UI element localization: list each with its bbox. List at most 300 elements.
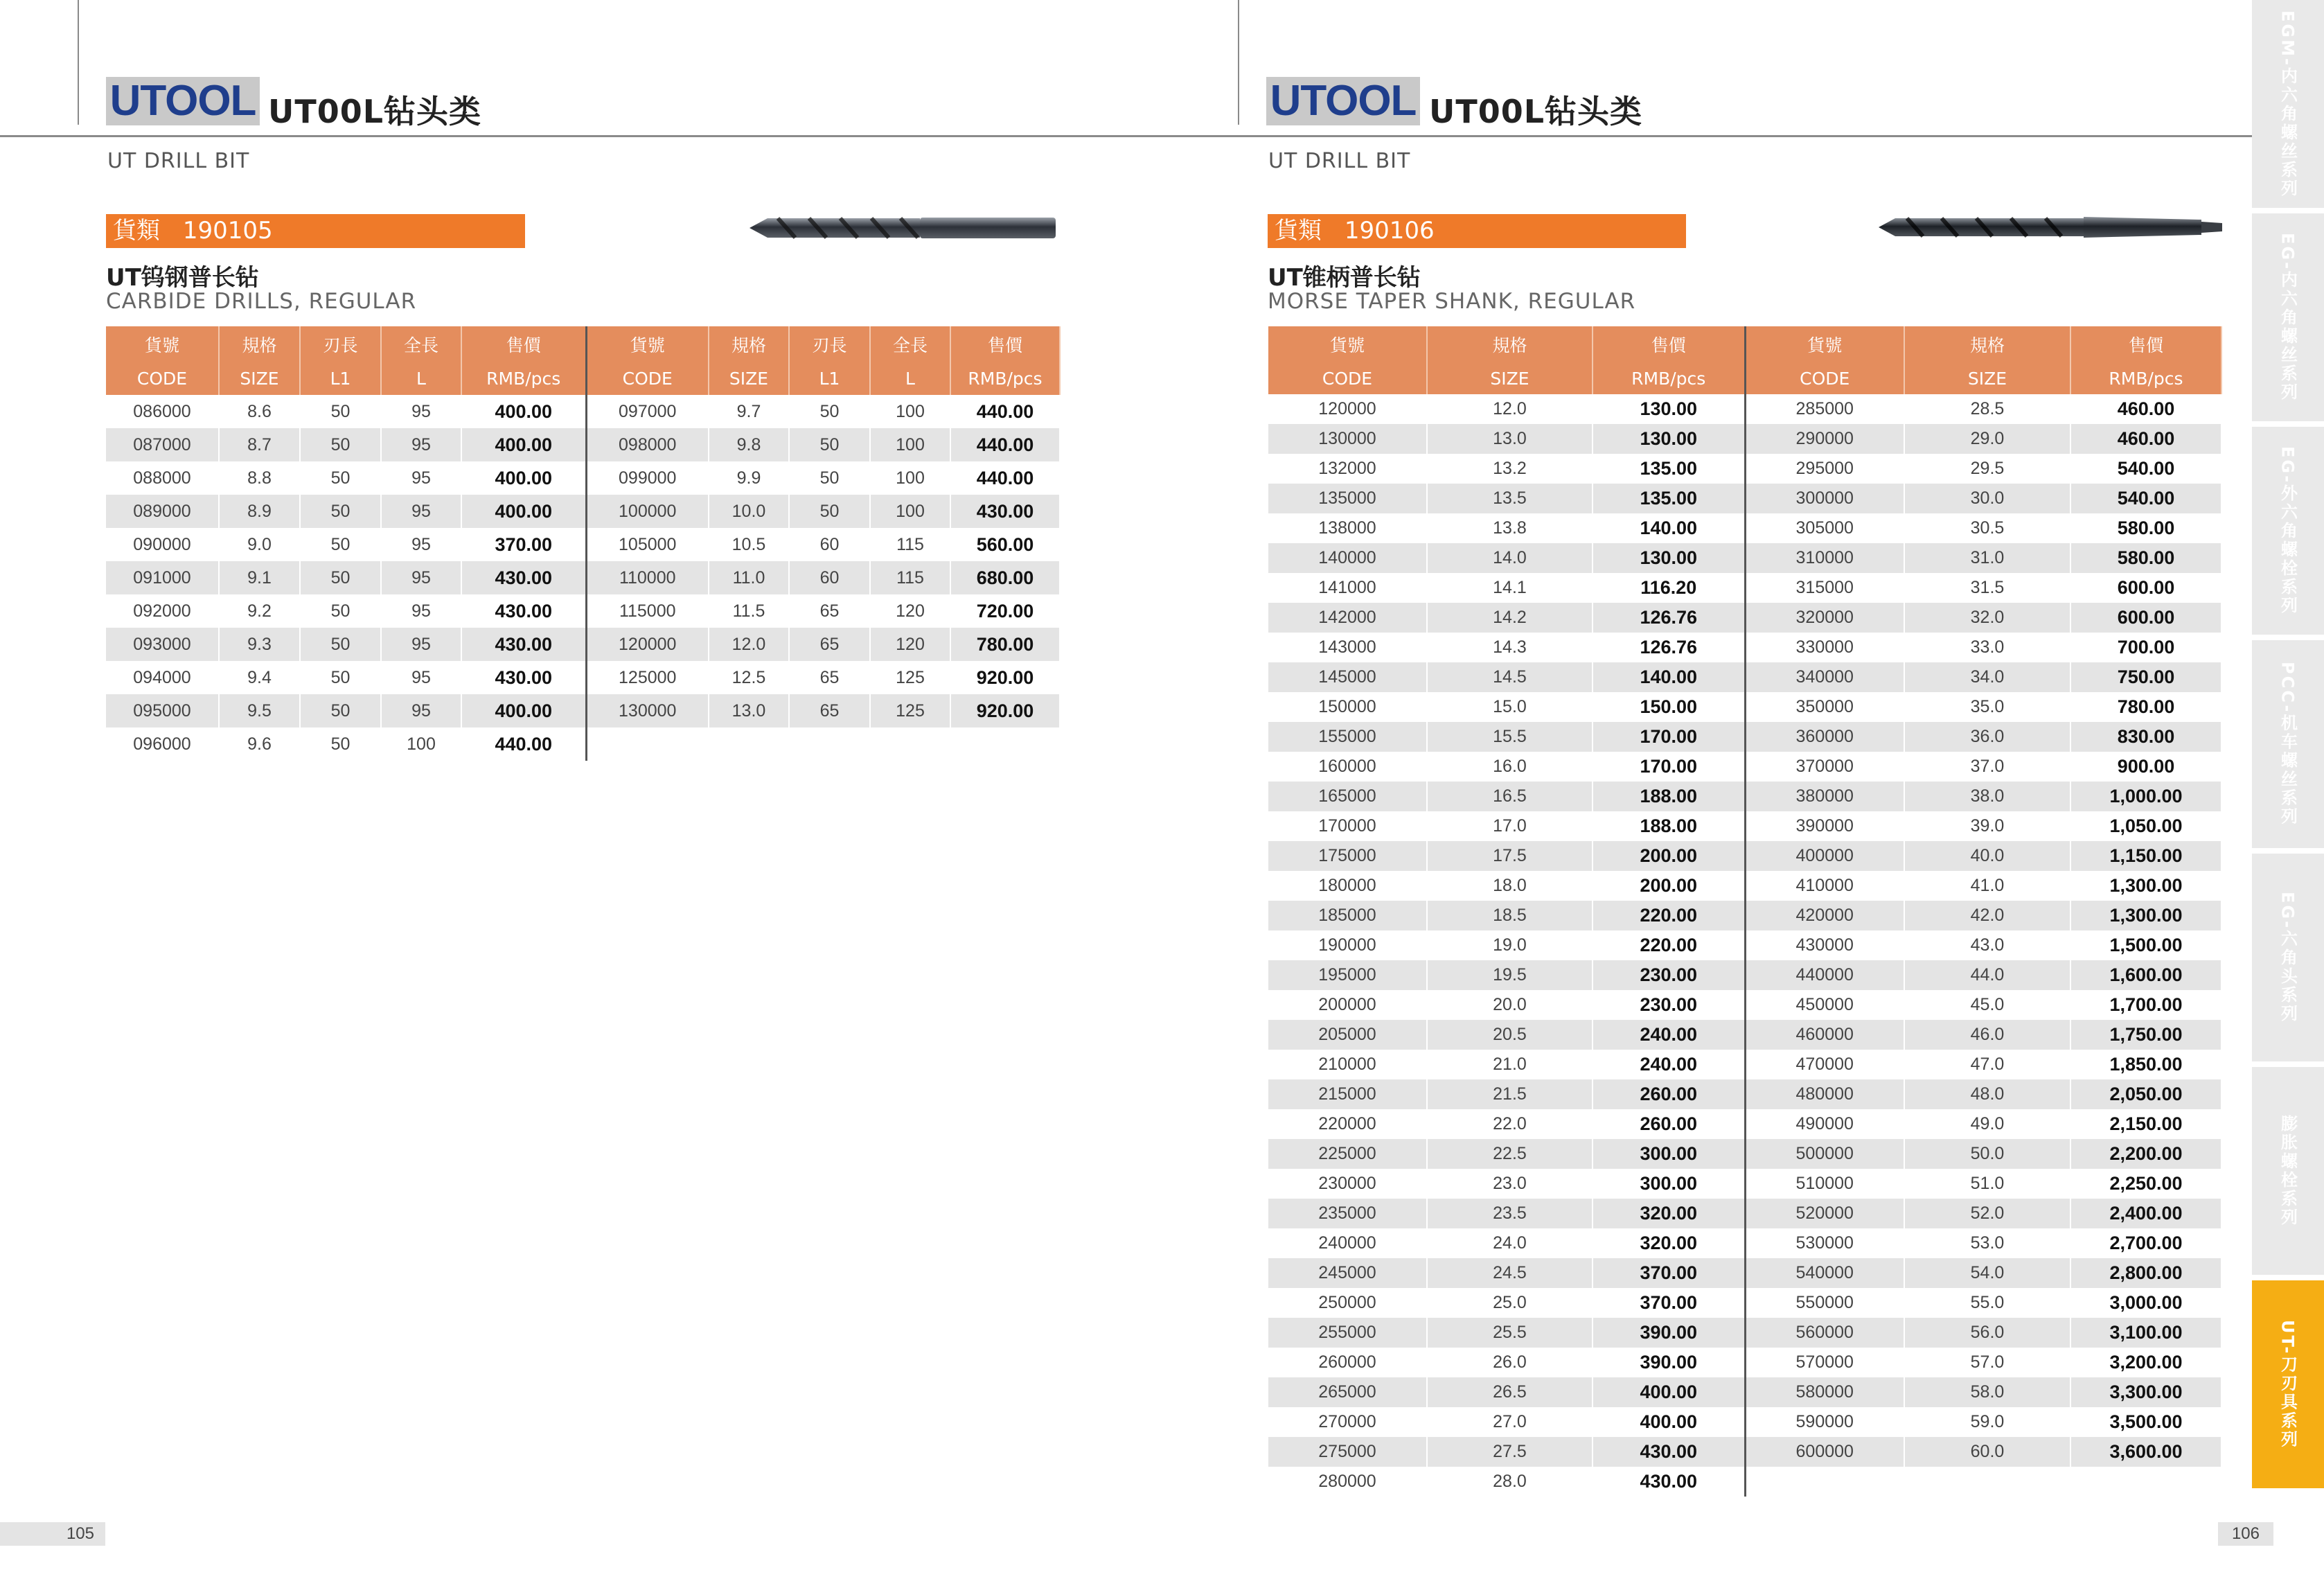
table-cell: 65 [789,694,870,727]
table-row [1268,960,2221,990]
table-row [1268,1199,2221,1228]
table-cell: 195000 [1268,960,1427,990]
table-row [1268,1407,2221,1437]
table-cell: 260000 [1268,1348,1427,1377]
price-cell: 1,300.00 [2070,901,2221,930]
page-title: UT00L钻头类 [1429,93,1643,130]
table-cell: 590000 [1745,1407,1904,1437]
table-cell: 8.9 [219,495,300,528]
table-cell: 305000 [1745,513,1904,543]
price-cell: 1,500.00 [2070,930,2221,960]
table-cell: 10.0 [709,495,789,528]
price-cell: 440.00 [950,428,1060,461]
header-row-en [1268,362,2221,394]
table-cell: 12.0 [1427,394,1593,424]
page-number-right: 106 [2218,1522,2273,1546]
table-cell: 245000 [1268,1258,1427,1288]
price-cell: 320.00 [1593,1228,1745,1258]
table-cell: 31.5 [1904,573,2070,603]
table-cell: 95 [381,528,461,561]
price-cell: 1,300.00 [2070,871,2221,901]
table-cell: 132000 [1268,454,1427,484]
price-cell: 140.00 [1593,513,1745,543]
table-cell: 9.6 [219,727,300,761]
table-cell: 9.3 [219,628,300,661]
table-cell: 135000 [1268,484,1427,513]
table-cell: 350000 [1745,692,1904,722]
price-cell: 135.00 [1593,484,1745,513]
price-cell: 400.00 [461,428,586,461]
price-cell: 3,300.00 [2070,1377,2221,1407]
column-header-en: RMB/pcs [2070,362,2221,394]
category-code: 190106 [1344,217,1435,245]
table-cell: 60.0 [1904,1437,2070,1467]
logo-text: UTOOL [1270,77,1417,125]
table-cell: 9.2 [219,594,300,628]
price-cell: 188.00 [1593,782,1745,811]
sidebar-tab[interactable] [2252,0,2324,208]
price-cell: 2,250.00 [2070,1169,2221,1199]
price-cell: 2,050.00 [2070,1079,2221,1109]
table-cell: 093000 [106,628,219,661]
table-cell: 39.0 [1904,811,2070,841]
table-cell: 120 [870,628,950,661]
table-row [1268,603,2221,633]
sidebar-tab-label: PCC-机车螺丝系列 [2278,662,2298,827]
price-cell: 390.00 [1593,1318,1745,1348]
table-cell: 220000 [1268,1109,1427,1139]
table-cell: 14.5 [1427,662,1593,692]
table-row [106,395,1060,428]
table-cell: 50 [300,561,381,594]
price-cell: 430.00 [1593,1467,1745,1497]
price-cell: 400.00 [461,461,586,495]
price-cell: 130.00 [1593,543,1745,573]
table-cell: 105000 [586,528,709,561]
sidebar-tab[interactable] [2252,427,2324,635]
table-cell: 24.0 [1427,1228,1593,1258]
table-cell: 13.2 [1427,454,1593,484]
table-cell: 18.5 [1427,901,1593,930]
table-cell: 087000 [106,428,219,461]
table-row [106,495,1060,528]
price-cell [950,727,1060,761]
table-cell: 094000 [106,661,219,694]
product-name-en: MORSE TAPER SHANK, REGULAR [1268,289,1636,314]
table-cell: 42.0 [1904,901,2070,930]
column-header-en: L1 [300,362,381,395]
table-cell: 28.5 [1904,394,2070,424]
price-cell: 230.00 [1593,960,1745,990]
table-cell: 540000 [1745,1258,1904,1288]
price-cell: 240.00 [1593,1050,1745,1079]
table-cell [1904,1467,2070,1497]
product-name-cn: UT锥柄普长钻 [1268,264,1421,292]
table-cell: 120 [870,594,950,628]
table-cell: 100 [870,495,950,528]
table-cell: 300000 [1745,484,1904,513]
table-cell: 9.1 [219,561,300,594]
table-cell: 100 [381,727,461,761]
table-cell: 360000 [1745,722,1904,752]
table-row [1268,1377,2221,1407]
table-cell: 120000 [586,628,709,661]
column-header-cn: 售價 [2070,326,2221,362]
table-cell: 47.0 [1904,1050,2070,1079]
sidebar-tab[interactable] [2252,213,2324,421]
table-cell: 430000 [1745,930,1904,960]
table-row [106,461,1060,495]
column-header-en: CODE [1745,362,1904,394]
sidebar-tab[interactable] [2252,854,2324,1061]
table-row [1268,1050,2221,1079]
table-cell: 11.0 [709,561,789,594]
page-subtitle: UT DRILL BIT [107,149,250,173]
table-cell: 38.0 [1904,782,2070,811]
table-cell: 9.8 [709,428,789,461]
table-cell: 315000 [1745,573,1904,603]
table-row [1268,1020,2221,1050]
price-cell: 750.00 [2070,662,2221,692]
table-row [1268,454,2221,484]
table-cell: 235000 [1268,1199,1427,1228]
price-cell: 430.00 [950,495,1060,528]
table-cell: 110000 [586,561,709,594]
price-cell: 600.00 [2070,603,2221,633]
column-header-cn: 規格 [1427,326,1593,362]
table-cell: 090000 [106,528,219,561]
table-cell: 41.0 [1904,871,2070,901]
price-cell: 920.00 [950,661,1060,694]
price-cell: 600.00 [2070,573,2221,603]
category-label: 貨類 [1275,217,1322,245]
price-cell: 2,700.00 [2070,1228,2221,1258]
table-cell: 140000 [1268,543,1427,573]
table-cell [586,727,709,761]
price-cell: 680.00 [950,561,1060,594]
price-cell [2070,1467,2221,1497]
price-cell: 3,500.00 [2070,1407,2221,1437]
table-row [1268,871,2221,901]
sidebar-tab[interactable] [2252,640,2324,848]
table-row [1268,811,2221,841]
price-cell: 200.00 [1593,841,1745,871]
column-header-cn: 售價 [1593,326,1745,362]
price-cell: 900.00 [2070,752,2221,782]
table-cell: 50 [789,495,870,528]
table-cell: 255000 [1268,1318,1427,1348]
left-header-rule [0,135,1240,137]
table-cell: 50 [300,694,381,727]
category-bar [106,214,525,248]
table-cell: 17.0 [1427,811,1593,841]
table-cell: 25.0 [1427,1288,1593,1318]
table-cell: 100 [870,461,950,495]
category-label: 貨類 [113,217,160,245]
price-cell: 400.00 [1593,1407,1745,1437]
table-cell: 60 [789,528,870,561]
table-cell: 290000 [1745,424,1904,454]
table-cell: 29.5 [1904,454,2070,484]
table-cell: 225000 [1268,1139,1427,1169]
table-row [1268,1467,2221,1497]
price-cell: 430.00 [461,561,586,594]
price-cell: 390.00 [1593,1348,1745,1377]
table-cell: 50 [300,395,381,428]
table-cell: 097000 [586,395,709,428]
table-cell: 175000 [1268,841,1427,871]
table-cell: 50 [300,628,381,661]
table-cell: 14.3 [1427,633,1593,662]
price-cell: 116.20 [1593,573,1745,603]
price-cell: 170.00 [1593,752,1745,782]
table-cell: 141000 [1268,573,1427,603]
sidebar-tab[interactable] [2252,1067,2324,1275]
price-cell: 300.00 [1593,1139,1745,1169]
price-cell: 1,600.00 [2070,960,2221,990]
price-cell: 720.00 [950,594,1060,628]
table-cell: 130000 [586,694,709,727]
price-cell: 140.00 [1593,662,1745,692]
table-cell: 50 [789,461,870,495]
price-cell: 2,800.00 [2070,1258,2221,1288]
sidebar-tab[interactable] [2252,1280,2324,1488]
table-cell: 65 [789,594,870,628]
table-cell: 115 [870,561,950,594]
table-cell: 100 [870,428,950,461]
table-cell: 14.1 [1427,573,1593,603]
table-cell: 50 [300,661,381,694]
brand-logo [106,77,260,125]
table-row [106,428,1060,461]
table-cell: 086000 [106,395,219,428]
table-cell: 25.5 [1427,1318,1593,1348]
column-header-en: SIZE [709,362,789,395]
price-cell: 440.00 [950,461,1060,495]
price-cell: 460.00 [2070,424,2221,454]
table-cell: 8.8 [219,461,300,495]
price-cell: 440.00 [950,395,1060,428]
table-cell: 390000 [1745,811,1904,841]
table-row [1268,1258,2221,1288]
price-cell: 370.00 [1593,1258,1745,1288]
table-row [1268,1288,2221,1318]
table-cell: 60 [789,561,870,594]
table-row [1268,841,2221,871]
table-cell: 120000 [1268,394,1427,424]
table-cell: 52.0 [1904,1199,2070,1228]
table-row [1268,1318,2221,1348]
table-cell: 95 [381,395,461,428]
table-cell [1745,1467,1904,1497]
price-cell: 3,600.00 [2070,1437,2221,1467]
header-row-en [106,362,1060,395]
table-cell: 160000 [1268,752,1427,782]
table-cell: 096000 [106,727,219,761]
table-row [1268,543,2221,573]
table-row [1268,1079,2221,1109]
price-cell: 126.76 [1593,633,1745,662]
price-cell: 2,150.00 [2070,1109,2221,1139]
table-cell: 24.5 [1427,1258,1593,1288]
spine-line [1238,0,1239,125]
table-cell: 95 [381,694,461,727]
table-cell: 49.0 [1904,1109,2070,1139]
header-row-cn [1268,326,2221,362]
table-cell: 40.0 [1904,841,2070,871]
table-row [106,594,1060,628]
table-cell: 460000 [1745,1020,1904,1050]
table-cell: 310000 [1745,543,1904,573]
table-cell: 23.5 [1427,1199,1593,1228]
table-cell: 9.9 [709,461,789,495]
table-cell: 45.0 [1904,990,2070,1020]
table-cell: 580000 [1745,1377,1904,1407]
table-cell: 50 [300,428,381,461]
taper-shank-drill-image [1876,210,2229,245]
price-cell: 130.00 [1593,394,1745,424]
table-cell: 50 [300,495,381,528]
price-cell: 540.00 [2070,454,2221,484]
table-row [1268,752,2221,782]
table-row [1268,394,2221,424]
price-cell: 440.00 [461,727,586,761]
table-cell: 340000 [1745,662,1904,692]
table-cell: 089000 [106,495,219,528]
table-cell: 95 [381,461,461,495]
price-cell: 135.00 [1593,454,1745,484]
table-cell: 100000 [586,495,709,528]
table-cell: 95 [381,628,461,661]
price-cell: 170.00 [1593,722,1745,752]
table-cell: 095000 [106,694,219,727]
table-cell: 125000 [586,661,709,694]
table-row [1268,1169,2221,1199]
table-cell: 8.6 [219,395,300,428]
table-cell: 95 [381,561,461,594]
table-cell: 50 [300,461,381,495]
price-cell: 220.00 [1593,901,1745,930]
table-cell: 205000 [1268,1020,1427,1050]
price-cell: 260.00 [1593,1109,1745,1139]
table-cell: 125 [870,661,950,694]
table-cell: 10.5 [709,528,789,561]
table-cell: 30.0 [1904,484,2070,513]
table-cell: 15.5 [1427,722,1593,752]
table-cell: 95 [381,594,461,628]
table-cell: 520000 [1745,1199,1904,1228]
table-row [1268,484,2221,513]
table-cell [789,727,870,761]
price-cell: 400.00 [461,395,586,428]
table-cell: 180000 [1268,871,1427,901]
table-cell: 50 [789,428,870,461]
table-cell: 570000 [1745,1348,1904,1377]
table-cell: 27.0 [1427,1407,1593,1437]
right-header-rule [1238,135,2253,137]
table-cell: 43.0 [1904,930,2070,960]
table-cell: 59.0 [1904,1407,2070,1437]
column-header-en: CODE [1268,362,1427,394]
table-cell: 14.2 [1427,603,1593,633]
table-cell: 480000 [1745,1079,1904,1109]
column-header-cn: 全長 [381,326,461,362]
table-cell: 27.5 [1427,1437,1593,1467]
product-name-en: CARBIDE DRILLS, REGULAR [106,289,417,314]
table-cell: 19.0 [1427,930,1593,960]
table-cell: 15.0 [1427,692,1593,722]
price-cell: 2,200.00 [2070,1139,2221,1169]
table-cell: 150000 [1268,692,1427,722]
price-cell: 3,100.00 [2070,1318,2221,1348]
table-cell: 48.0 [1904,1079,2070,1109]
table-cell: 31.0 [1904,543,2070,573]
table-cell: 138000 [1268,513,1427,543]
table-cell: 098000 [586,428,709,461]
table-cell: 265000 [1268,1377,1427,1407]
table-cell: 26.5 [1427,1377,1593,1407]
table-cell: 16.5 [1427,782,1593,811]
table-cell: 33.0 [1904,633,2070,662]
table-cell: 088000 [106,461,219,495]
table-cell: 142000 [1268,603,1427,633]
table-cell: 12.0 [709,628,789,661]
table-cell: 285000 [1745,394,1904,424]
table-cell: 230000 [1268,1169,1427,1199]
table-cell: 295000 [1745,454,1904,484]
column-header-cn: 售價 [461,326,586,362]
table-row [1268,692,2221,722]
table-cell: 410000 [1745,871,1904,901]
table-cell: 51.0 [1904,1169,2070,1199]
sidebar-tab-label: EG-六角头系列 [2278,891,2298,1024]
price-cell: 320.00 [1593,1199,1745,1228]
column-header-cn: 刃長 [300,326,381,362]
table-cell: 50 [300,528,381,561]
table-row [106,628,1060,661]
table-cell: 19.5 [1427,960,1593,990]
table-cell: 400000 [1745,841,1904,871]
table-cell: 57.0 [1904,1348,2070,1377]
column-header-cn: 規格 [1904,326,2070,362]
carbide-price-table [106,326,1061,761]
column-header-en: RMB/pcs [461,362,586,395]
table-row [1268,424,2221,454]
table-cell [709,727,789,761]
price-cell: 430.00 [461,661,586,694]
sidebar-tab-label: EGM-内六角螺丝系列 [2278,10,2298,198]
table-cell: 20.0 [1427,990,1593,1020]
table-cell: 54.0 [1904,1258,2070,1288]
table-cell: 32.0 [1904,603,2070,633]
table-cell: 20.5 [1427,1020,1593,1050]
price-cell: 920.00 [950,694,1060,727]
table-cell: 370000 [1745,752,1904,782]
table-row [1268,722,2221,752]
table-cell: 420000 [1745,901,1904,930]
table-cell: 165000 [1268,782,1427,811]
table-cell: 46.0 [1904,1020,2070,1050]
table-row [106,727,1060,761]
table-cell: 510000 [1745,1169,1904,1199]
price-cell: 220.00 [1593,930,1745,960]
table-row [1268,901,2221,930]
price-cell: 1,750.00 [2070,1020,2221,1050]
column-header-en: L [381,362,461,395]
price-cell: 580.00 [2070,543,2221,573]
table-cell: 17.5 [1427,841,1593,871]
table-cell: 100 [870,395,950,428]
